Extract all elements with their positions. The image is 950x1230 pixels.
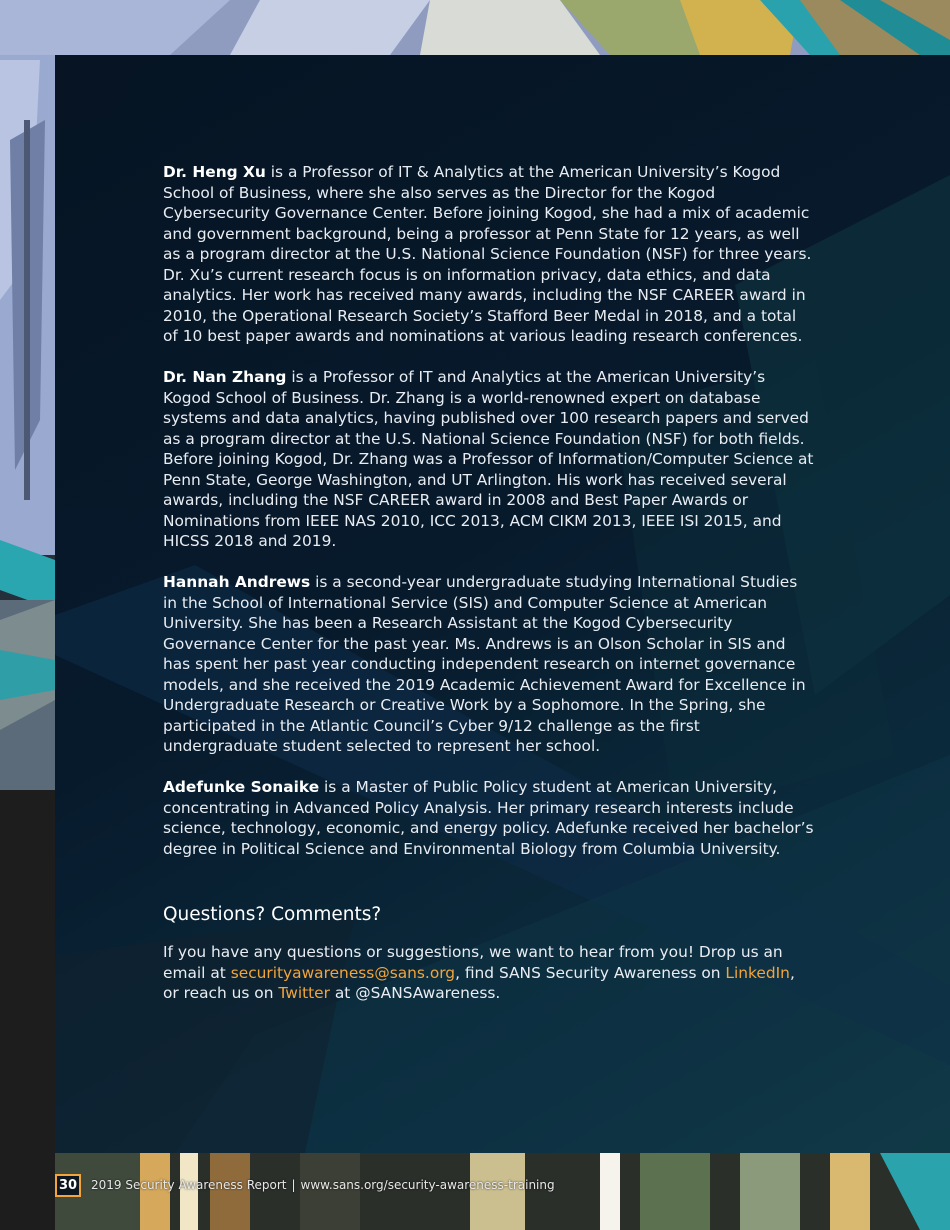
bio-name: Hannah Andrews	[163, 573, 311, 591]
bio-hannah-andrews	[163, 572, 815, 757]
contact-paragraph	[163, 942, 815, 1004]
questions-heading: Questions? Comments?	[163, 904, 382, 925]
contact-text: If you have any questions or suggestions, we want to hear from you! Drop us an email at	[163, 943, 783, 982]
contact-text: , find SANS Security Awareness on	[455, 963, 726, 982]
bio-adefunke-sonaike	[163, 777, 815, 859]
bio-text: is a Professor of IT & Analytics at the American University’s Kogod School of Business, where she also serves as the Director for the Kogod Cybersecurity Governance Center. Before joining Kogod, she had a mix of academic and government background, being a professor at Penn State for 12 years, as well as a program director at the U.S. National Science Foundation (NSF) for three years. Dr. Xu’s current research focus is on information privacy, data ethics, and data analytics. Her work has received many awards, including the NSF CAREER award in 2010, the Operational Research Society’s Stafford Beer Medal in 2018, and a total of 10 best paper awards and nominations at various leading research conferences.	[163, 163, 812, 345]
bio-name: Dr. Nan Zhang	[163, 368, 287, 386]
content-panel	[55, 55, 950, 1153]
footer-text	[91, 1178, 555, 1192]
twitter-link[interactable]: Twitter	[278, 984, 330, 1002]
linkedin-link[interactable]: LinkedIn	[725, 963, 790, 982]
report-title: 2019 Security Awareness Report	[91, 1178, 287, 1192]
contact-text: at @SANSAwareness.	[329, 984, 501, 1002]
page-footer	[55, 1173, 555, 1197]
bios-content	[163, 162, 815, 1004]
contact-text: , or reach us on	[163, 963, 795, 1002]
bio-text: is a Master of Public Policy student at American University, concentrating in Advanced Policy Analysis. Her primary research interests include science, technology, economic, and energy policy. Adefunke received her bachelor’s degree in Political Science and Environmental Biology from Columbia University.	[163, 778, 814, 858]
email-link[interactable]: securityawareness@sans.org	[230, 963, 456, 982]
footer-url-link[interactable]: www.sans.org/security-awareness-training	[300, 1178, 555, 1192]
page-number: 30	[55, 1174, 81, 1197]
bio-text: is a Professor of IT and Analytics at the American University’s Kogod School of Business. Dr. Zhang is a world-renowned expert on database systems and data analytics, having published over 100 research papers and served as a program director at the U.S. National Science Foundation (NSF) for both fields. Before joining Kogod, Dr. Zhang was a Professor of Information/Computer Science at Penn State, George Washington, and UT Arlington. His work has received several awards, including the NSF CAREER award in 2008 and Best Paper Awards or Nominations from IEEE NAS 2010, ICC 2013, ACM CIKM 2013, IEEE ISI 2015, and HICSS 2018 and 2019.	[163, 368, 814, 550]
bio-name: Adefunke Sonaike	[163, 778, 320, 796]
bio-nan-zhang	[163, 367, 815, 552]
bio-name: Dr. Heng Xu	[163, 163, 266, 181]
bio-text: is a second-year undergraduate studying International Studies in the School of International Service (SIS) and Computer Science at American University. She has been a Research Assistant at the Kogod Cybersecurity Governance Center for the past year. Ms. Andrews is an Olson Scholar in SIS and has spent her past year conducting independent research on internet governance models, and she received the 2019 Academic Achievement Award for Excellence in Undergraduate Research or Creative Work by a Sophomore. In the Spring, she participated in the Atlantic Council’s Cyber 9/12 challenge as the first undergraduate student selected to represent her school.	[163, 573, 806, 755]
bio-heng-xu	[163, 162, 815, 347]
footer-separator: |	[291, 1178, 296, 1192]
